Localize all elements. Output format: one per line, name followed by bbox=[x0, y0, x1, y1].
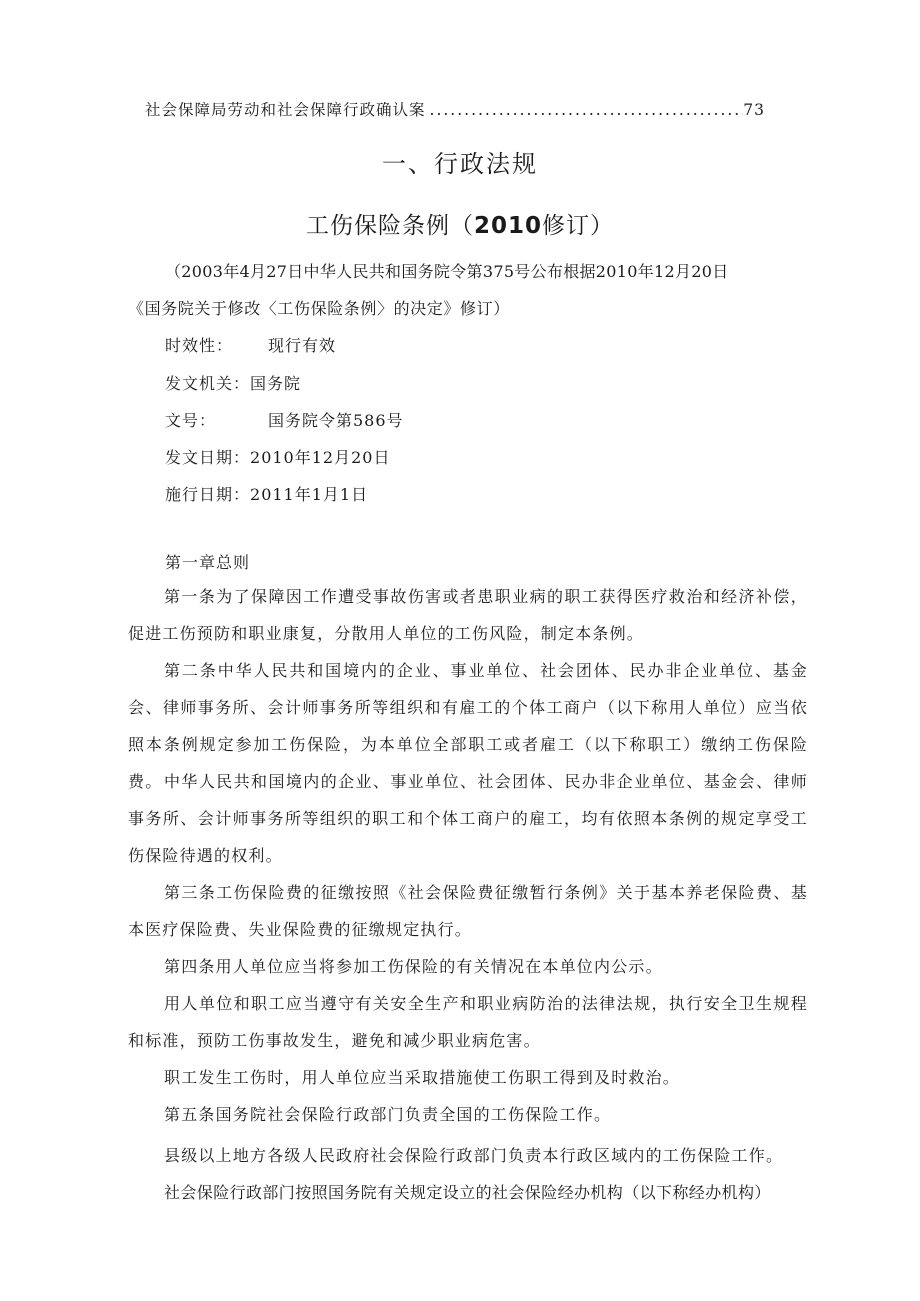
toc-page-number: 73 bbox=[743, 101, 765, 119]
toc-leader-dots bbox=[426, 101, 744, 119]
meta-validity-label: 时效性： bbox=[165, 336, 234, 355]
article-4-paragraph-2: 用人单位和职工应当遵守有关安全生产和职业病防治的法律法规，执行安全卫生规程和标准，预防工伤事故发生，避免和减少职业病危害。 bbox=[128, 994, 808, 1050]
chapter-heading: 第一章总则 bbox=[165, 553, 251, 572]
article-1: 第一条为了保障因工作遭受事故伤害或者患职业病的职工获得医疗救治和经济补偿，促进工伤预防和职业康复，分散用人单位的工伤风险，制定本条例。 bbox=[128, 587, 808, 643]
meta-effective-date-label: 施行日期： bbox=[165, 485, 251, 504]
section-heading: 一、行政法规 bbox=[382, 150, 538, 178]
meta-doc-number bbox=[165, 408, 404, 431]
article-2: 第二条中华人民共和国境内的企业、事业单位、社会团体、民办非企业单位、基金会、律师事务所、会计师事务所等组织和有雇工的个体工商户（以下称用人单位）应当依照本条例规定参加工伤保险，为本单位全部职工或者雇工（以下称职工）缴纳工伤保险费。 bbox=[128, 661, 808, 791]
article-4-paragraph-3: 职工发生工伤时，用人单位应当采取措施使工伤职工得到及时救治。 bbox=[164, 1068, 681, 1087]
title-open-paren: （ bbox=[449, 213, 474, 239]
article-5: 第五条国务院社会保险行政部门负责全国的工伤保险工作。 bbox=[164, 1105, 612, 1124]
title-prefix: 工伤保险条例 bbox=[305, 213, 450, 239]
meta-issue-date-value: 2010年12月20日 bbox=[250, 448, 391, 467]
meta-issuer bbox=[165, 371, 301, 394]
article-2-paragraph-2: 中华人民共和国境内的企业、事业单位、社会团体、民办非企业单位、基金会、律师事务所、会计师事务所等组织的职工和个体工商户的雇工，均有依照本条例的规定享受工伤保险待遇的权利。 bbox=[128, 772, 808, 865]
meta-issuer-label: 发文机关： bbox=[165, 374, 251, 393]
meta-issue-date bbox=[165, 445, 390, 468]
toc-entry[interactable] bbox=[145, 98, 765, 120]
article-5-paragraph-2: 县级以上地方各级人民政府社会保险行政部门负责本行政区域内的工伤保险工作。 bbox=[164, 1146, 784, 1165]
source-note-line2: 《国务院关于修改〈工伤保险条例〉的决定》修订） bbox=[128, 299, 510, 318]
title-year: 2010 bbox=[473, 213, 542, 239]
source-note-line1: （2003年4月27日中华人民共和国务院令第375号公布根据2010年12月20日 bbox=[165, 262, 729, 281]
meta-issuer-value: 国务院 bbox=[250, 374, 302, 393]
meta-validity-value: 现行有效 bbox=[268, 336, 337, 355]
document-title bbox=[0, 207, 920, 240]
meta-doc-number-value: 国务院令第586号 bbox=[268, 411, 404, 430]
toc-entry-text: 社会保障局劳动和社会保障行政确认案 bbox=[145, 101, 426, 119]
meta-issue-date-label: 发文日期： bbox=[165, 448, 251, 467]
article-3: 第三条工伤保险费的征缴按照《社会保险费征缴暂行条例》关于基本养老保险费、基本医疗保险费、失业保险费的征缴规定执行。 bbox=[128, 883, 808, 939]
meta-effective-date bbox=[165, 482, 368, 505]
article-4: 第四条用人单位应当将参加工伤保险的有关情况在本单位内公示。 bbox=[164, 957, 663, 976]
title-suffix: 修订） bbox=[542, 213, 614, 239]
meta-effective-date-value: 2011年1月1日 bbox=[250, 485, 369, 504]
meta-validity bbox=[165, 333, 337, 356]
article-5-paragraph-3: 社会保险行政部门按照国务院有关规定设立的社会保险经办机构（以下称经办机构） bbox=[164, 1183, 771, 1202]
meta-doc-number-label: 文号： bbox=[165, 411, 217, 430]
